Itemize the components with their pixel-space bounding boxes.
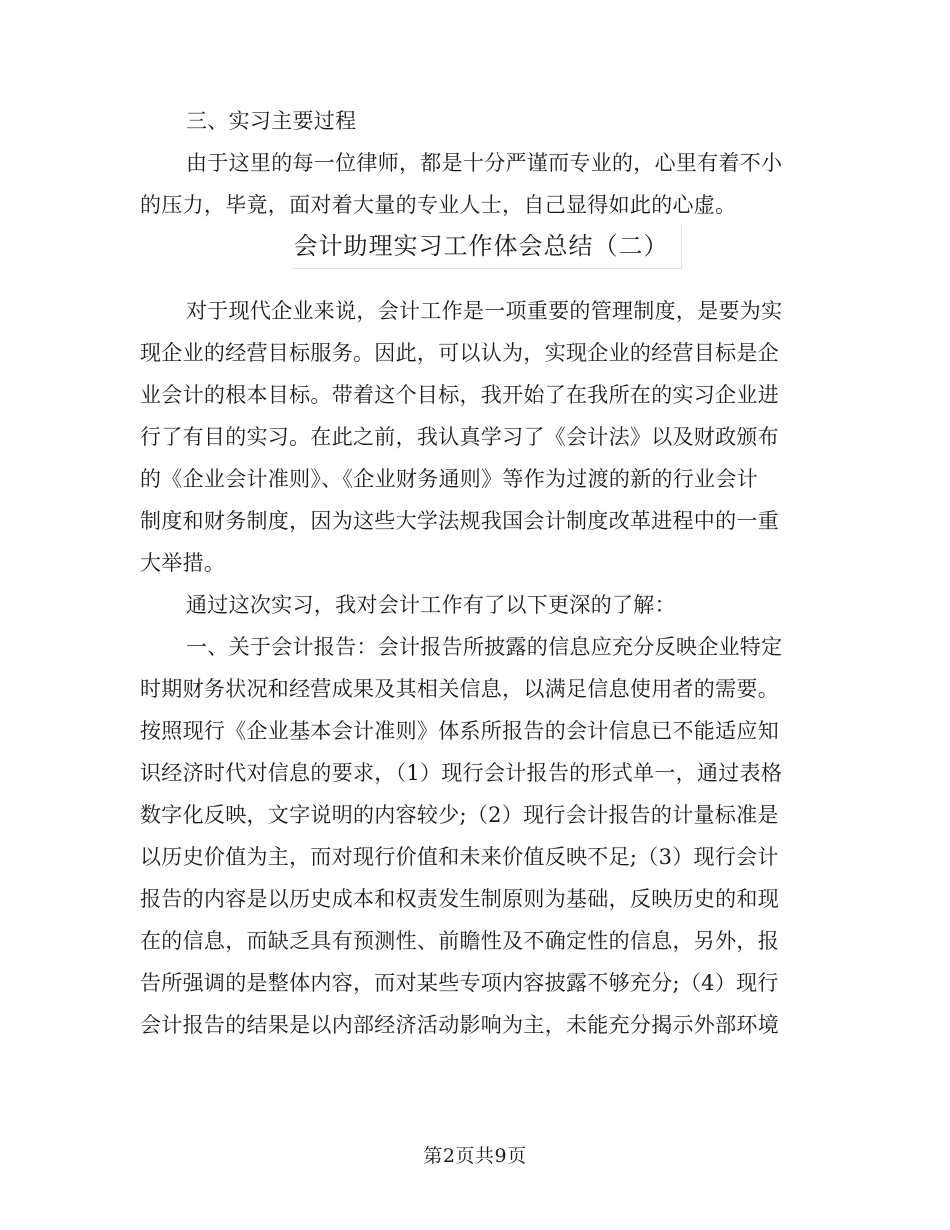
paragraph-line: 时期财务状况和经营成果及其相关信息，以满足信息使用者的需要。 <box>140 677 779 701</box>
paragraph-line: 数字化反映，文字说明的内容较少;（2）现行会计报告的计量标准是 <box>140 803 779 827</box>
paragraph-line: 识经济时代对信息的要求，（1）现行会计报告的形式单一，通过表格 <box>140 761 783 785</box>
paragraph-line: 告所强调的是整体内容，而对某些专项内容披露不够充分;（4）现行 <box>140 971 779 995</box>
article-title-wrap <box>140 226 805 270</box>
paragraph-line: 制度和财务制度，因为这些大学法规我国会计制度改革进程中的一重 <box>140 509 779 533</box>
paragraph-line: 通过这次实习，我对会计工作有了以下更深的了解： <box>186 593 676 617</box>
paragraph-line: 由于这里的每一位律师，都是十分严谨而专业的，心里有着不小 <box>186 151 783 175</box>
paragraph-line: 按照现行《企业基本会计准则》体系所报告的会计信息已不能适应知 <box>140 719 779 743</box>
paragraph-line: 的压力，毕竟，面对着大量的专业人士，自己显得如此的心虚。 <box>140 193 737 217</box>
article-title: 会计助理实习工作体会总结（二） <box>292 226 682 269</box>
paragraph-line: 会计报告的结果是以内部经济活动影响为主，未能充分揭示外部环境 <box>140 1013 779 1037</box>
paragraph-line: 的《企业会计准则》、《企业财务通则》等作为过渡的新的行业会计 <box>140 467 758 491</box>
paragraph-line: 对于现代企业来说，会计工作是一项重要的管理制度，是要为实 <box>186 299 783 323</box>
page-number: 第2页共9页 <box>423 1145 527 1167</box>
paragraph-line: 行了有目的实习。在此之前，我认真学习了《会计法》以及财政颁布 <box>140 425 779 449</box>
paragraph-line: 大举措。 <box>140 551 226 575</box>
page-content <box>140 100 805 1046</box>
paragraph-line: 业会计的根本目标。带着这个目标，我开始了在我所在的实习企业进 <box>140 383 779 407</box>
paragraph-line: 现企业的经营目标服务。因此，可以认为，实现企业的经营目标是企 <box>140 341 779 365</box>
paragraph-line: 在的信息，而缺乏具有预测性、前瞻性及不确定性的信息，另外，报 <box>140 929 779 953</box>
section-heading: 三、实习主要过程 <box>186 109 357 133</box>
paragraph-line: 以历史价值为主，而对现行价值和未来价值反映不足;（3）现行会计 <box>140 845 779 869</box>
paragraph-line: 报告的内容是以历史成本和权责发生制原则为基础，反映历史的和现 <box>140 887 779 911</box>
paragraph-line: 一、关于会计报告：会计报告所披露的信息应充分反映企业特定 <box>186 635 783 659</box>
